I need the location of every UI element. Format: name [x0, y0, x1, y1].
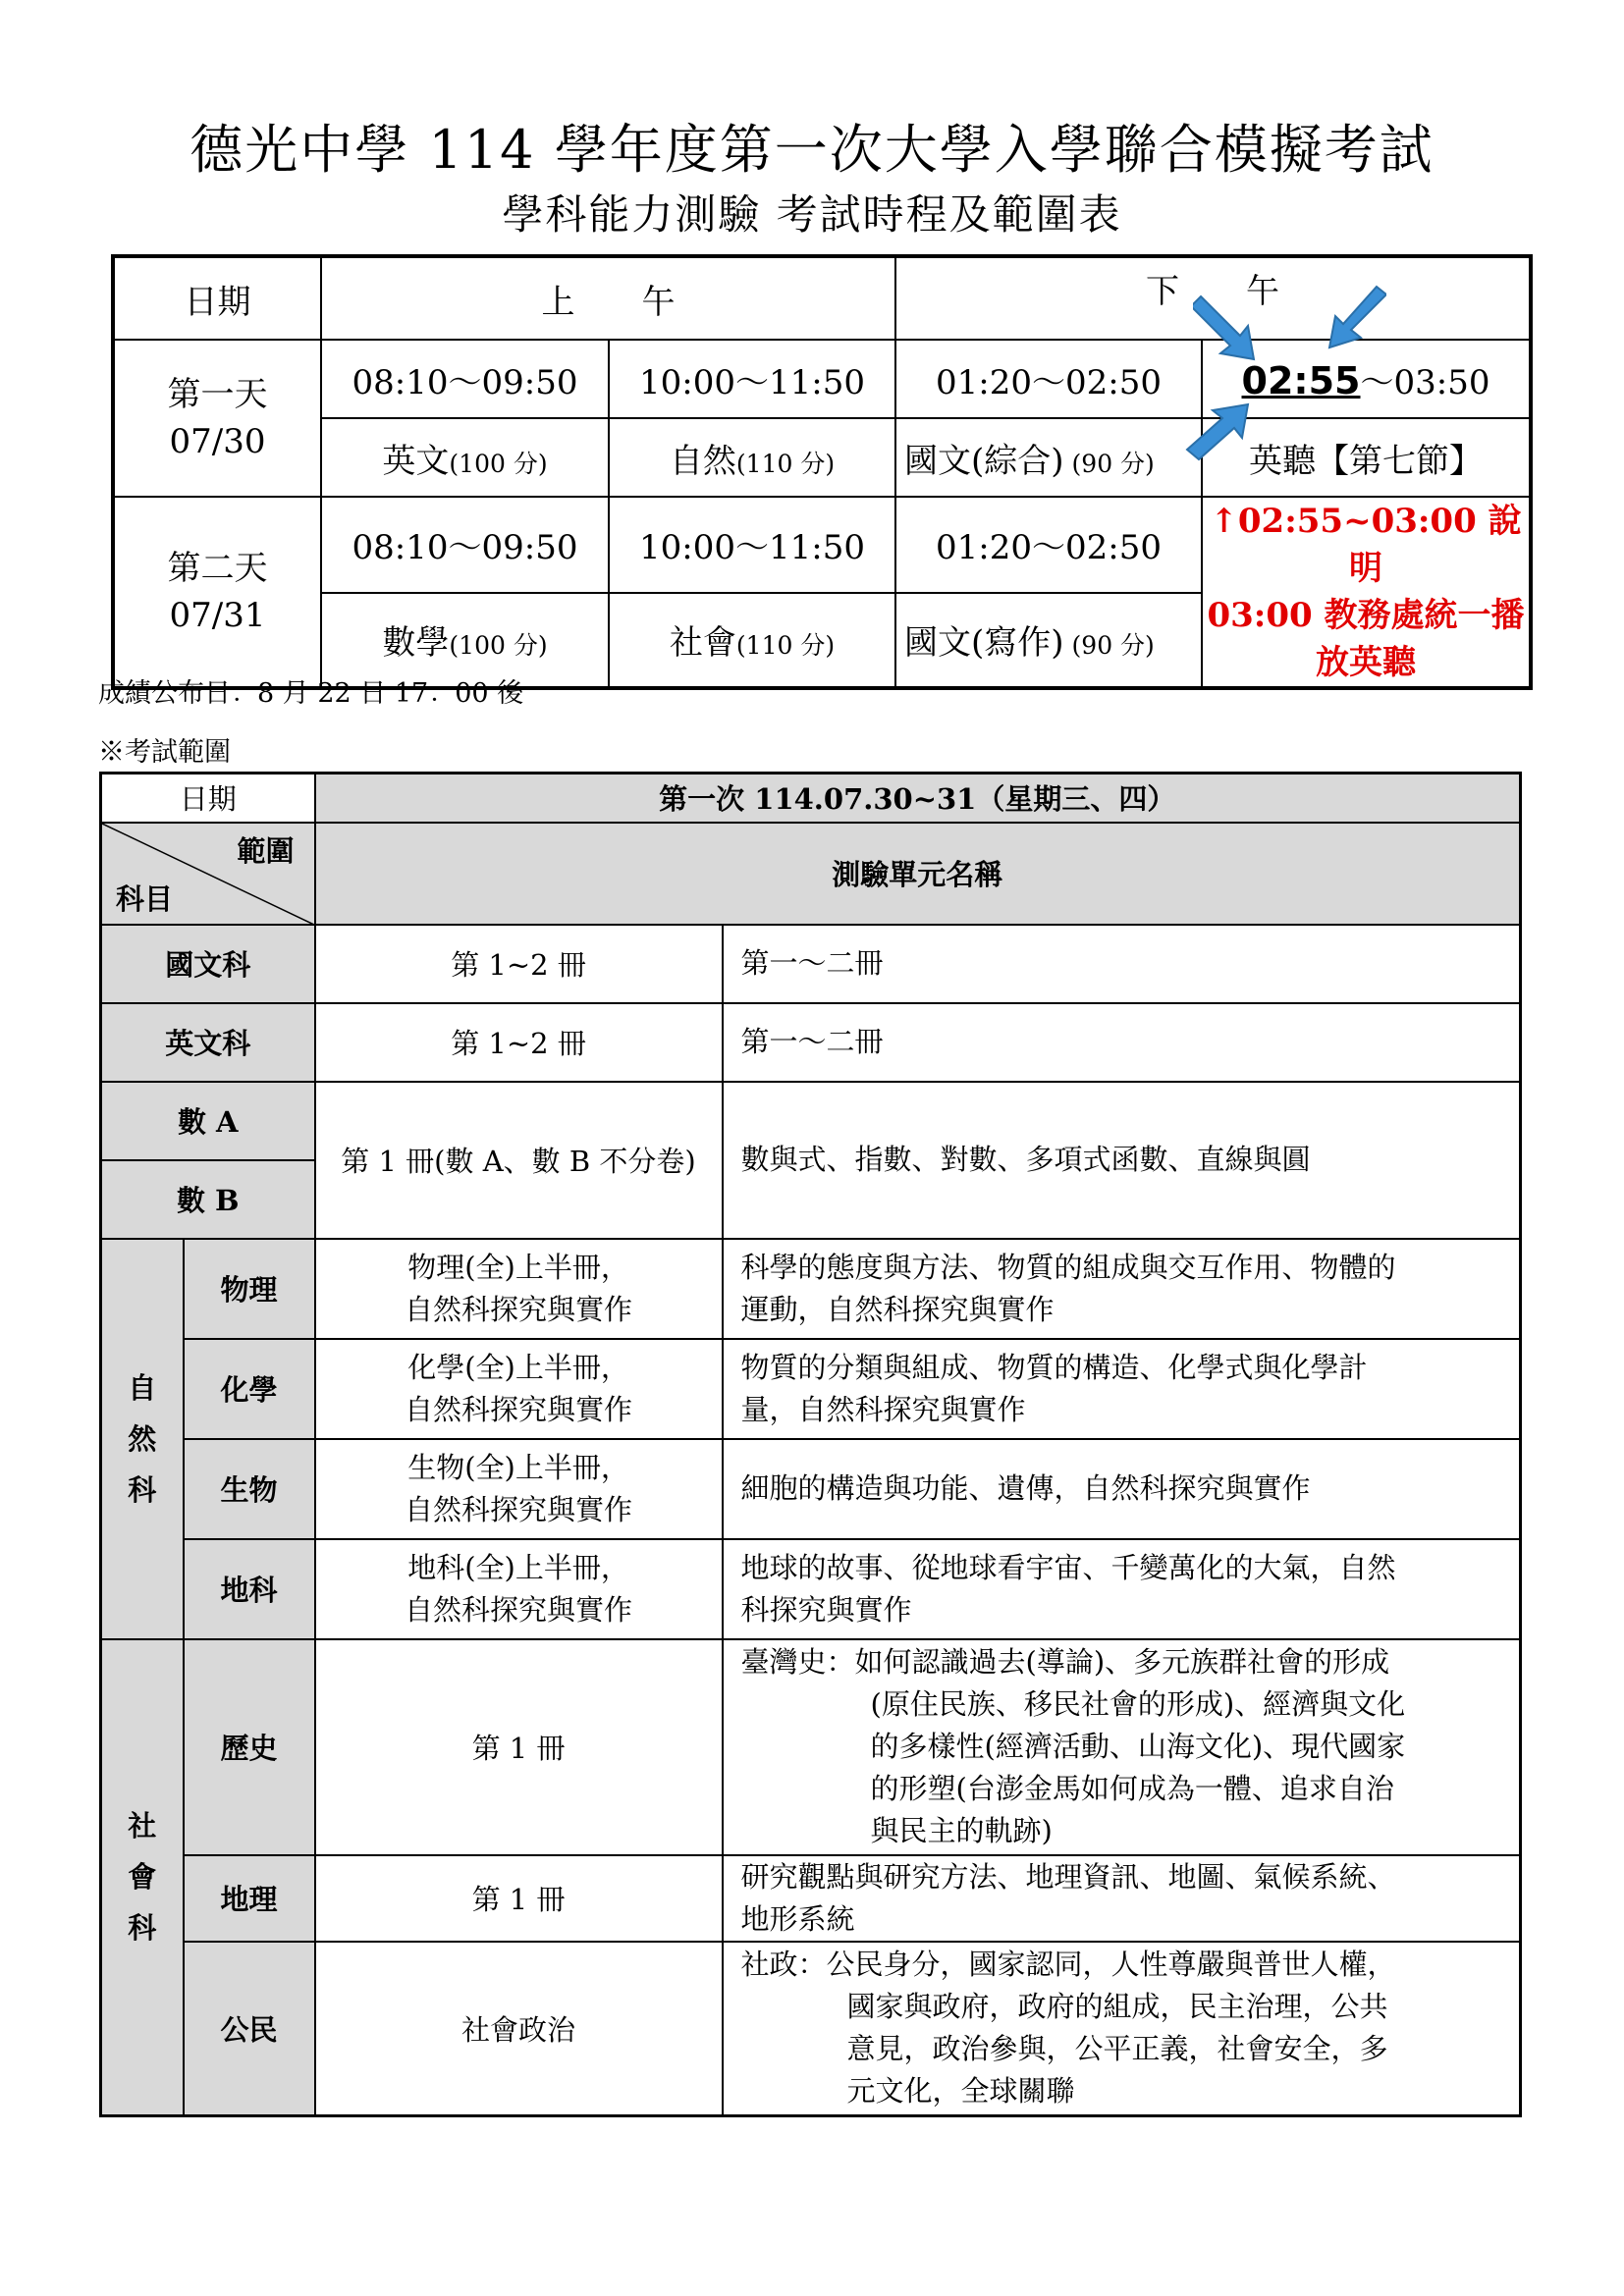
range-corner-top: 範圍	[237, 833, 295, 868]
geography-scope: 第 1 冊	[315, 1855, 723, 1942]
subject-english: 英文科	[101, 1003, 315, 1082]
history-units-line-4: 的形塑(台澎金馬如何成為一體、追求自治	[870, 1772, 1394, 1805]
chemistry-units-line-2: 量，自然科探究與實作	[740, 1392, 1026, 1426]
history-scope: 第 1 冊	[315, 1639, 723, 1855]
day1-time-4-end: ～03:50	[1360, 362, 1490, 402]
range-unit-header: 測驗單元名稱	[315, 823, 1521, 925]
day1-label: 第一天	[167, 375, 268, 414]
subject-math-b: 數 B	[101, 1160, 315, 1239]
day1-subject-1-name: 英文	[382, 441, 450, 481]
chemistry-scope	[315, 1339, 723, 1439]
science-group-label: 自然科	[128, 1370, 157, 1507]
day2-subject-2-name: 社會	[669, 623, 736, 664]
schedule-am-header: 上 午	[321, 256, 895, 340]
listening-note-line-2: 03:00 教務處統一播	[1207, 596, 1525, 635]
day1-subject-1	[321, 418, 609, 497]
day1-time-1: 08:10～09:50	[321, 340, 609, 418]
subject-chinese: 國文科	[101, 925, 315, 1003]
history-units-line-3: 的多樣性(經濟活動、山海文化)、現代國家	[870, 1730, 1406, 1763]
biology-scope	[315, 1439, 723, 1539]
day2-time-2: 10:00～11:50	[609, 497, 895, 593]
math-units: 數與式、指數、對數、多項式函數、直線與圓	[723, 1082, 1521, 1239]
biology-scope-line-1: 生物(全)上半冊，	[407, 1450, 629, 1484]
chemistry-scope-line-2: 自然科探究與實作	[405, 1392, 633, 1426]
chemistry-units	[723, 1339, 1521, 1439]
earth-science-scope	[315, 1539, 723, 1639]
history-units-line-5: 與民主的軌跡)	[870, 1814, 1053, 1847]
day2-subject-1-score: (100 分)	[449, 631, 548, 661]
day2-time-1: 08:10～09:50	[321, 497, 609, 593]
page-title: 德光中學 114 學年度第一次大學入學聯合模擬考試	[189, 119, 1435, 181]
civics-units-line-2: 國家與政府，政府的組成，民主治理，公共	[846, 1990, 1388, 2024]
physics-units-line-1: 科學的態度與方法、物質的組成與交互作用、物體的	[740, 1250, 1396, 1284]
physics-scope	[315, 1239, 723, 1339]
range-corner-bottom: 科目	[116, 881, 174, 916]
schedule-pm-header-label: 下 午	[1146, 272, 1279, 311]
earth-science-units-line-2: 科探究與實作	[740, 1592, 912, 1627]
schedule-date-header: 日期	[113, 256, 321, 340]
day2-time-3: 01:20～02:50	[895, 497, 1202, 593]
earth-science-scope-line-1: 地科(全)上半冊，	[407, 1550, 629, 1584]
day2-subject-3-name: 國文(寫作)	[904, 623, 1064, 664]
day1-time-3: 01:20～02:50	[895, 340, 1202, 418]
arrow-down-right-icon	[1193, 294, 1262, 363]
range-heading: ※考試範圍	[98, 737, 231, 768]
day1-date: 07/30	[169, 422, 266, 461]
day1-subject-2-score: (110 分)	[735, 449, 836, 478]
day1-time-4-start: 02:55	[1241, 358, 1361, 402]
english-scope: 第 1~2 冊	[315, 1003, 723, 1082]
day2-subject-3	[895, 593, 1202, 689]
listening-note-line-1: ↑02:55~03:00 說明	[1210, 502, 1522, 588]
geography-units-line-2: 地形系統	[740, 1901, 855, 1936]
civics-units	[723, 1942, 1521, 2116]
day2-subject-1-name: 數學	[382, 623, 450, 664]
physics-units-line-2: 運動，自然科探究與實作	[740, 1292, 1055, 1326]
chemistry-units-line-1: 物質的分類與組成、物質的構造、化學式與化學計	[740, 1350, 1368, 1384]
arrow-down-left-icon	[1327, 285, 1386, 353]
range-table	[99, 772, 1522, 2117]
physics-units	[723, 1239, 1521, 1339]
day1-subject-3-name: 國文(綜合)	[904, 441, 1064, 481]
score-release-date: 成績公布日：8 月 22 日 17：00 後	[98, 678, 524, 709]
day1-subject-3	[895, 418, 1202, 497]
day1-subject-1-score: (100 分)	[449, 449, 548, 478]
math-scope: 第 1 冊(數 A、數 B 不分卷)	[315, 1082, 723, 1239]
day1-subject-2	[609, 418, 895, 497]
english-units: 第一～二冊	[723, 1003, 1521, 1082]
subject-history: 歷史	[184, 1639, 315, 1855]
chemistry-scope-line-1: 化學(全)上半冊，	[407, 1350, 629, 1384]
day2-subject-3-score: (90 分)	[1071, 631, 1155, 661]
day2-subject-2-score: (110 分)	[735, 631, 836, 661]
history-units-line-1: 臺灣史：如何認識過去(導論)、多元族群社會的形成	[740, 1645, 1390, 1679]
subject-chemistry: 化學	[184, 1339, 315, 1439]
civics-units-line-4: 元文化，全球關聯	[846, 2074, 1075, 2109]
arrow-up-right-icon	[1185, 402, 1254, 461]
day2-date: 07/31	[169, 596, 266, 635]
geography-units	[723, 1855, 1521, 1942]
range-exam-label: 第一次 114.07.30~31（星期三、四）	[315, 774, 1521, 823]
chinese-scope: 第 1~2 冊	[315, 925, 723, 1003]
range-corner-cell	[101, 823, 315, 925]
geography-units-line-1: 研究觀點與研究方法、地理資訊、地圖、氣候系統、	[740, 1859, 1396, 1894]
biology-scope-line-2: 自然科探究與實作	[405, 1492, 633, 1526]
biology-units: 細胞的構造與功能、遺傳，自然科探究與實作	[723, 1439, 1521, 1539]
civics-units-line-3: 意見，政治參與，公平正義，社會安全，多	[846, 2032, 1388, 2066]
earth-science-scope-line-2: 自然科探究與實作	[405, 1592, 633, 1627]
earth-science-units	[723, 1539, 1521, 1639]
day2-cell	[113, 497, 321, 688]
subject-physics: 物理	[184, 1239, 315, 1339]
science-group	[101, 1239, 184, 1639]
social-group-label: 社會科	[128, 1809, 157, 1946]
day2-subject-2	[609, 593, 895, 689]
listening-note	[1202, 497, 1531, 688]
day1-cell	[113, 340, 321, 497]
history-units	[723, 1639, 1521, 1855]
subject-civics: 公民	[184, 1942, 315, 2116]
physics-scope-line-2: 自然科探究與實作	[405, 1292, 633, 1326]
chinese-units: 第一～二冊	[723, 925, 1521, 1003]
civics-scope: 社會政治	[315, 1942, 723, 2116]
day2-label: 第二天	[167, 549, 268, 588]
page-subtitle: 學科能力測驗 考試時程及範圍表	[502, 190, 1122, 239]
listening-note-line-3: 放英聽	[1316, 643, 1416, 682]
history-units-line-2: (原住民族、移民社會的形成)、經濟與文化	[870, 1687, 1406, 1721]
subject-math-a: 數 A	[101, 1082, 315, 1160]
social-group	[101, 1639, 184, 2116]
subject-earth-science: 地科	[184, 1539, 315, 1639]
day1-subject-2-name: 自然	[669, 441, 736, 481]
physics-scope-line-1: 物理(全)上半冊，	[407, 1250, 629, 1284]
subject-geography: 地理	[184, 1855, 315, 1942]
subject-biology: 生物	[184, 1439, 315, 1539]
schedule-table	[111, 254, 1533, 690]
earth-science-units-line-1: 地球的故事、從地球看宇宙、千變萬化的大氣，自然	[740, 1550, 1396, 1584]
day1-subject-3-score: (90 分)	[1071, 449, 1155, 478]
day1-time-2: 10:00～11:50	[609, 340, 895, 418]
day1-subject-4: 英聽【第七節】	[1202, 418, 1531, 497]
range-date-label: 日期	[101, 774, 315, 823]
civics-units-line-1: 社政：公民身分，國家認同，人性尊嚴與普世人權，	[740, 1948, 1396, 1982]
